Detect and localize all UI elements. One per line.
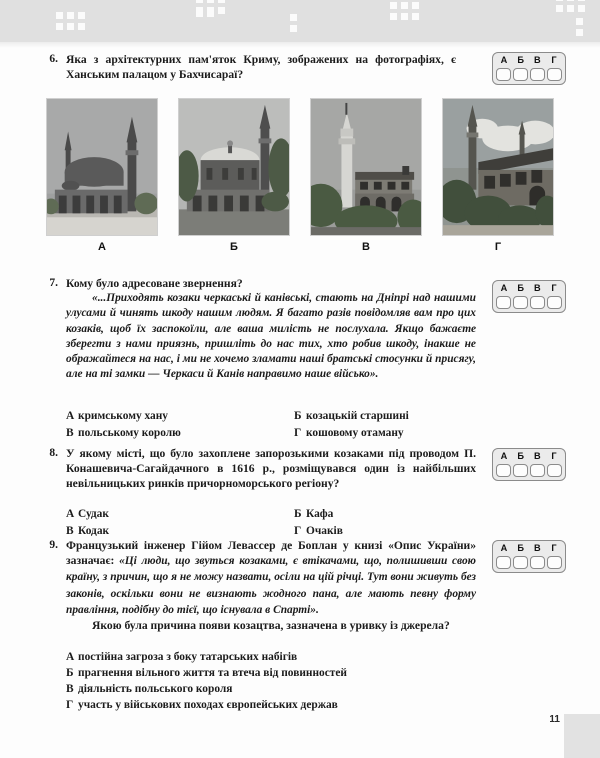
answer-letter-v: В bbox=[533, 283, 541, 293]
option-text: козацькій старшині bbox=[306, 410, 409, 422]
decor-dot-grid bbox=[56, 12, 85, 30]
photo-option-v[interactable] bbox=[310, 98, 422, 253]
decor-dot-grid bbox=[390, 2, 419, 20]
answer-cell-b[interactable] bbox=[513, 556, 528, 569]
answer-letter-g: Г bbox=[551, 283, 557, 293]
answer-grid-letters bbox=[496, 543, 562, 554]
decor-dot-grid bbox=[576, 18, 583, 36]
answer-grid-letters bbox=[496, 55, 562, 66]
photo-label-a: А bbox=[98, 241, 106, 253]
question-text: Кому було адресоване звернення? bbox=[66, 277, 243, 290]
answer-grid-letters bbox=[496, 451, 562, 462]
decorative-corner-block bbox=[564, 714, 600, 758]
tall-minaret-and-arcade-photo bbox=[310, 98, 422, 236]
option-letter: Б bbox=[294, 508, 302, 520]
option-g[interactable] bbox=[66, 698, 506, 713]
question-7-options bbox=[66, 409, 506, 441]
option-letter: А bbox=[66, 410, 75, 422]
answer-cell-v[interactable] bbox=[530, 296, 545, 309]
option-letter: В bbox=[66, 683, 74, 695]
answer-cell-g[interactable] bbox=[547, 68, 562, 81]
option-v[interactable] bbox=[66, 524, 294, 539]
answer-letter-a: А bbox=[500, 543, 508, 553]
answer-grid-6[interactable] bbox=[492, 52, 566, 85]
option-letter: В bbox=[66, 427, 74, 439]
question-8 bbox=[36, 446, 476, 492]
answer-letter-g: Г bbox=[551, 55, 557, 65]
option-g[interactable] bbox=[294, 426, 506, 441]
answer-cell-a[interactable] bbox=[496, 556, 511, 569]
source-quote: «...Приходять козаки черкаські й канівські, стають на Дніпрі над нашими улусами й чинять шкоду нашим людям. Я багато разів повідомляв вам про цих козаків, щоб їх заспокоїли, але ваша милість не послухала. Якщо бажаєте зберегти з нами приязнь, пришліть до нас тих, хто робив шкоду, інакше не ображайтеся на нас, і ми не хочемо зламати наші братські стосунки й присягу, але на ті замки — Черкаси й Канів направимо наше військо». bbox=[66, 292, 476, 381]
option-letter: А bbox=[66, 651, 75, 663]
answer-cell-g[interactable] bbox=[547, 464, 562, 477]
answer-grid-7[interactable] bbox=[492, 280, 566, 313]
option-a[interactable] bbox=[66, 507, 294, 522]
question-lead-in: Якою була причина появи козацтва, зазначена в уривку із джерела? bbox=[92, 619, 450, 633]
answer-cell-a[interactable] bbox=[496, 296, 511, 309]
photo-label-b: Б bbox=[230, 241, 238, 253]
answer-letter-v: В bbox=[533, 55, 541, 65]
question-text: У якому місті, що було захоплене запорозькими козаками під проводом П. Конашевича-Сагайдачного в 1616 р., розміщувався один із найбільших невільницьких ринків причорноморського регіону? bbox=[66, 447, 476, 491]
photo-option-a[interactable] bbox=[46, 98, 158, 253]
answer-cell-a[interactable] bbox=[496, 464, 511, 477]
answer-letter-b: Б bbox=[517, 451, 524, 461]
source-quote: «Ці люди, що звуться козаками, є втікачами, що, полишивши свою країну, з причин, що я не можу назвати, осіли на цій річці. Тут вони живуть без законів, оскільки вони не визнають жодного пана, але мають певну форму правління, подібну до тієї, що існувала в Спарті». bbox=[66, 555, 476, 616]
question-6 bbox=[36, 52, 456, 82]
decor-dot-grid bbox=[556, 0, 585, 12]
option-a[interactable] bbox=[66, 409, 294, 424]
option-letter: Г bbox=[294, 427, 302, 439]
question-6-photo-row bbox=[46, 98, 554, 253]
option-text: прагнення вільного життя та втеча від повинностей bbox=[78, 667, 347, 679]
khan-palace-building-photo bbox=[442, 98, 554, 236]
answer-cell-g[interactable] bbox=[547, 556, 562, 569]
option-text: польському королю bbox=[78, 427, 181, 439]
question-8-options bbox=[66, 507, 506, 539]
question-text: Яка з архітектурних пам'яток Криму, зображених на фотографіях, є Ханським палацом у Бахчисараї? bbox=[66, 53, 456, 82]
decorative-top-band bbox=[0, 0, 600, 42]
option-b[interactable] bbox=[66, 666, 506, 681]
answer-grid-9[interactable] bbox=[492, 540, 566, 573]
answer-letter-b: Б bbox=[517, 283, 524, 293]
page-number: 11 bbox=[549, 714, 560, 725]
answer-grid-8[interactable] bbox=[492, 448, 566, 481]
option-g[interactable] bbox=[294, 524, 506, 539]
option-text: постійна загроза з боку татарських набігів bbox=[78, 651, 298, 663]
photo-label-g: Г bbox=[494, 241, 502, 253]
answer-grid-cells bbox=[496, 296, 562, 309]
option-v[interactable] bbox=[66, 682, 506, 697]
question-7 bbox=[36, 276, 476, 382]
answer-cell-b[interactable] bbox=[513, 464, 528, 477]
answer-cell-b[interactable] bbox=[513, 68, 528, 81]
question-9 bbox=[36, 538, 476, 633]
option-letter: Г bbox=[294, 525, 302, 537]
option-a[interactable] bbox=[66, 650, 506, 665]
option-text: кримському хану bbox=[78, 410, 168, 422]
band-gradient-fade bbox=[0, 42, 600, 48]
answer-cell-v[interactable] bbox=[530, 68, 545, 81]
question-number: 8. bbox=[49, 447, 58, 459]
option-v[interactable] bbox=[66, 426, 294, 441]
answer-grid-cells bbox=[496, 464, 562, 477]
question-number: 7. bbox=[49, 277, 58, 289]
answer-letter-g: Г bbox=[551, 543, 557, 553]
option-letter: Б bbox=[294, 410, 302, 422]
answer-cell-b[interactable] bbox=[513, 296, 528, 309]
option-text: Очаків bbox=[306, 525, 343, 537]
answer-letter-a: А bbox=[500, 451, 508, 461]
question-number: 9. bbox=[49, 539, 58, 551]
answer-cell-v[interactable] bbox=[530, 464, 545, 477]
option-text: Кодак bbox=[78, 525, 110, 537]
answer-letter-v: В bbox=[533, 543, 541, 553]
photo-label-v: В bbox=[362, 241, 370, 253]
question-9-options bbox=[66, 650, 506, 713]
answer-letter-a: А bbox=[500, 283, 508, 293]
photo-option-b[interactable] bbox=[178, 98, 290, 253]
question-number: 6. bbox=[49, 53, 58, 65]
mosque-with-two-minarets-photo bbox=[46, 98, 158, 236]
photo-option-g[interactable] bbox=[442, 98, 554, 253]
option-text: участь у військових походах європейських держав bbox=[78, 699, 338, 711]
domed-mosque-with-minaret-photo bbox=[178, 98, 290, 236]
decor-dot-grid bbox=[290, 14, 297, 32]
answer-letter-a: А bbox=[500, 55, 508, 65]
question-text-intro: Французький інженер Гійом Левассер де Боплан у книзі «Опис України» зазначає: bbox=[66, 539, 476, 568]
answer-cell-a[interactable] bbox=[496, 68, 511, 81]
option-text: Судак bbox=[78, 508, 109, 520]
answer-grid-letters bbox=[496, 283, 562, 294]
option-text: кошовому отаману bbox=[306, 427, 404, 439]
option-letter: В bbox=[66, 525, 74, 537]
option-letter: А bbox=[66, 508, 75, 520]
answer-letter-v: В bbox=[533, 451, 541, 461]
answer-grid-cells bbox=[496, 556, 562, 569]
option-letter: Б bbox=[66, 667, 74, 679]
answer-grid-cells bbox=[496, 68, 562, 81]
option-letter: Г bbox=[66, 699, 74, 711]
answer-letter-b: Б bbox=[517, 543, 524, 553]
option-text: Кафа bbox=[306, 508, 334, 520]
answer-letter-g: Г bbox=[551, 451, 557, 461]
answer-cell-v[interactable] bbox=[530, 556, 545, 569]
answer-letter-b: Б bbox=[517, 55, 524, 65]
option-b[interactable] bbox=[294, 409, 506, 424]
decor-dot-grid bbox=[196, 10, 214, 17]
option-b[interactable] bbox=[294, 507, 506, 522]
option-text: діяльність польського короля bbox=[78, 683, 233, 695]
answer-cell-g[interactable] bbox=[547, 296, 562, 309]
